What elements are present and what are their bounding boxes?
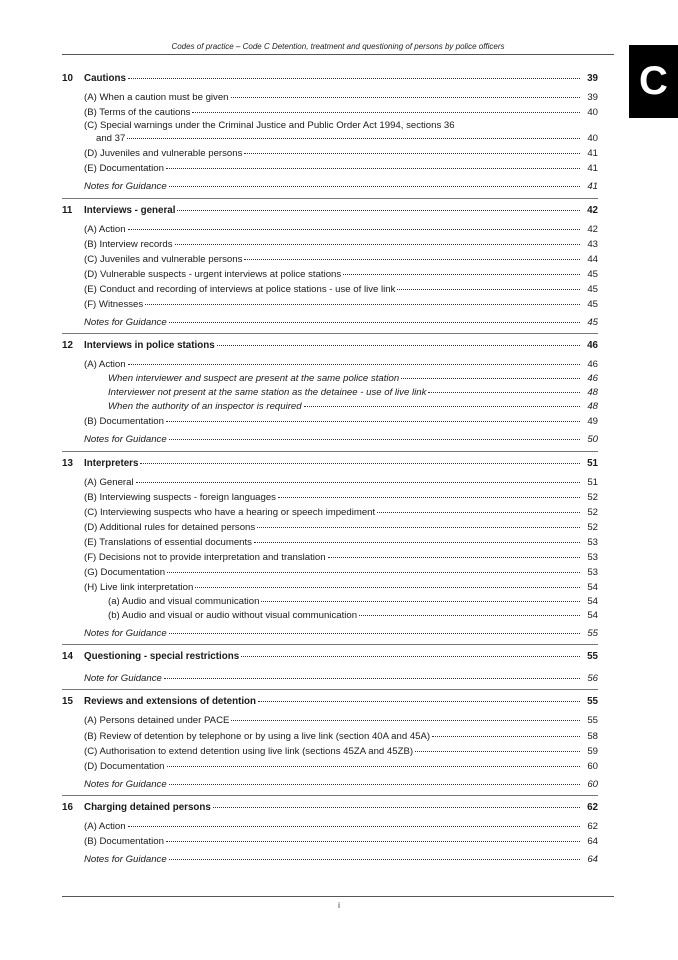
table-of-contents xyxy=(62,71,598,867)
toc-entry-label: (F) Witnesses xyxy=(84,299,144,311)
toc-entry-page: 45 xyxy=(587,283,598,295)
toc-entry-wrapped[interactable] xyxy=(62,120,598,146)
toc-section-11[interactable] xyxy=(62,203,598,219)
toc-entry[interactable] xyxy=(62,161,598,176)
toc-entry-label: (H) Live link interpretation xyxy=(84,582,194,594)
toc-entry-cont-label: and 37 xyxy=(96,133,126,145)
toc-entry-page: 41 xyxy=(587,148,598,160)
toc-entry-label: (E) Conduct and recording of interviews at police stations - use of live link xyxy=(84,283,396,295)
toc-entry-page: 60 xyxy=(587,760,598,772)
toc-entry-page: 45 xyxy=(587,268,598,280)
toc-entry[interactable] xyxy=(62,729,598,744)
toc-entry-label: (B) Interview records xyxy=(84,238,173,250)
section-tab-c xyxy=(629,45,678,118)
toc-entry-page: 49 xyxy=(587,416,598,428)
toc-entry-page: 52 xyxy=(587,506,598,518)
running-header xyxy=(62,42,614,55)
toc-entry-label: (E) Documentation xyxy=(84,163,164,175)
leader-dots xyxy=(164,678,580,679)
section-divider xyxy=(62,198,598,199)
toc-entry-page: 64 xyxy=(587,836,598,847)
leader-dots xyxy=(231,720,580,721)
toc-section-10[interactable] xyxy=(62,71,598,87)
leader-dots xyxy=(195,587,580,588)
toc-entry-page: 51 xyxy=(587,476,598,488)
notes-for-guidance-page: 55 xyxy=(587,628,598,640)
section-divider xyxy=(62,333,598,334)
toc-entry-page: 54 xyxy=(587,610,598,622)
leader-dots xyxy=(128,826,580,827)
leader-dots xyxy=(217,345,580,346)
section-title: Interviews - general xyxy=(84,204,176,216)
leader-dots xyxy=(136,482,580,483)
toc-entry-label: (B) Interviewing suspects - foreign languages xyxy=(84,491,276,503)
section-divider xyxy=(62,451,598,452)
toc-entry-label: (B) Documentation xyxy=(84,416,164,428)
section-number: 13 xyxy=(62,457,73,469)
notes-for-guidance[interactable] xyxy=(62,315,598,330)
section-page: 55 xyxy=(587,696,598,708)
section-page: 62 xyxy=(587,801,598,813)
leader-dots xyxy=(328,557,580,558)
leader-dots xyxy=(166,841,580,842)
leader-dots xyxy=(304,406,580,407)
toc-entry-page: 48 xyxy=(587,401,598,413)
notes-for-guidance-page: 60 xyxy=(587,778,598,790)
leader-dots xyxy=(166,421,580,422)
leader-dots xyxy=(145,304,580,305)
toc-entry-page: 40 xyxy=(587,107,598,119)
toc-entry-label: When the authority of an inspector is required xyxy=(108,401,302,413)
toc-entry-label: (E) Translations of essential documents xyxy=(84,536,252,548)
leader-dots xyxy=(169,439,580,440)
toc-entry[interactable] xyxy=(62,400,598,414)
toc-entry[interactable] xyxy=(62,565,598,580)
notes-for-guidance-label: Notes for Guidance xyxy=(84,317,167,329)
toc-entry-page: 40 xyxy=(587,133,598,145)
leader-dots xyxy=(169,186,580,187)
section-page: 42 xyxy=(587,204,598,216)
leader-dots xyxy=(231,97,580,98)
toc-entry[interactable] xyxy=(62,282,598,297)
toc-entry-label: (B) Review of detention by telephone or by using a live link (section 40A and 45A) xyxy=(84,730,431,742)
notes-for-guidance-label: Note for Guidance xyxy=(84,673,162,685)
toc-entry[interactable] xyxy=(62,475,598,490)
toc-entry[interactable] xyxy=(62,550,598,565)
toc-entry-page: 52 xyxy=(587,491,598,503)
toc-entry-label: (F) Decisions not to provide interpretation and translation xyxy=(84,551,326,563)
toc-entry[interactable] xyxy=(62,105,598,120)
toc-entry-label: When interviewer and suspect are present at the same police station xyxy=(108,373,400,385)
toc-entry-page: 42 xyxy=(587,223,598,235)
section-divider xyxy=(62,795,598,796)
toc-entry-page: 46 xyxy=(587,359,598,371)
page-number: i xyxy=(338,901,340,910)
leader-dots xyxy=(169,784,580,785)
section-divider xyxy=(62,689,598,690)
section-number: 15 xyxy=(62,696,73,708)
toc-entry-label: (B) Terms of the cautions xyxy=(84,107,191,119)
toc-section-14[interactable] xyxy=(62,649,598,665)
notes-for-guidance[interactable] xyxy=(62,432,598,447)
leader-dots xyxy=(397,289,580,290)
section-number: 12 xyxy=(62,340,73,352)
toc-entry-label: (B) Documentation xyxy=(84,836,164,847)
toc-entry-page: 41 xyxy=(587,163,598,175)
leader-dots xyxy=(244,259,580,260)
toc-entry[interactable] xyxy=(62,759,598,774)
toc-entry-page: 53 xyxy=(587,536,598,548)
leader-dots xyxy=(166,168,580,169)
section-number: 14 xyxy=(62,651,73,663)
toc-entry[interactable] xyxy=(62,90,598,105)
leader-dots xyxy=(401,378,580,379)
toc-entry-page: 54 xyxy=(587,596,598,608)
leader-dots xyxy=(177,210,580,211)
toc-entry-label: (D) Juveniles and vulnerable persons xyxy=(84,148,243,160)
toc-entry[interactable] xyxy=(62,819,598,834)
leader-dots xyxy=(192,112,580,113)
toc-entry[interactable] xyxy=(62,490,598,505)
leader-dots xyxy=(415,751,580,752)
toc-section-13[interactable] xyxy=(62,456,598,472)
toc-entry-label: Interviewer not present at the same station as the detainee - use of live link xyxy=(108,387,427,399)
toc-entry-label: (A) When a caution must be given xyxy=(84,92,229,103)
leader-dots xyxy=(167,572,580,573)
toc-entry-page: 54 xyxy=(587,582,598,594)
toc-entry[interactable] xyxy=(62,372,598,386)
leader-dots xyxy=(169,322,580,323)
toc-entry[interactable] xyxy=(62,252,598,267)
toc-entry-label: (b) Audio and visual or audio without visual communication xyxy=(108,610,358,622)
leader-dots xyxy=(169,633,580,634)
toc-entry-page: 48 xyxy=(587,387,598,399)
toc-entry-page: 53 xyxy=(587,551,598,563)
toc-entry-label: (C) Special warnings under the Criminal Justice and Public Order Act 1994, sections 36 xyxy=(84,120,455,132)
notes-for-guidance[interactable] xyxy=(62,626,598,641)
toc-entry-page: 62 xyxy=(587,820,598,832)
section-title: Interviews in police stations xyxy=(84,340,215,352)
leader-dots xyxy=(140,463,580,464)
running-title: Codes of practice – Code C Detention, treatment and questioning of persons by police officers xyxy=(171,42,505,51)
toc-entry[interactable] xyxy=(62,386,598,400)
leader-dots xyxy=(128,78,580,79)
toc-entry-page: 58 xyxy=(587,730,598,742)
leader-dots xyxy=(343,274,580,275)
section-number: 16 xyxy=(62,801,73,813)
toc-entry-label: (G) Documentation xyxy=(84,567,166,579)
toc-section-15[interactable] xyxy=(62,694,598,710)
section-page: 46 xyxy=(587,340,598,352)
toc-entry-page: 52 xyxy=(587,521,598,533)
leader-dots xyxy=(432,736,580,737)
section-title: Reviews and extensions of detention xyxy=(84,696,257,708)
notes-for-guidance-label: Notes for Guidance xyxy=(84,854,167,866)
toc-entry-page: 59 xyxy=(587,745,598,757)
toc-entry-label: (A) Action xyxy=(84,223,126,235)
notes-for-guidance[interactable] xyxy=(62,852,598,867)
toc-entry-label: (a) Audio and visual communication xyxy=(108,596,260,608)
section-page: 39 xyxy=(587,73,598,84)
section-title: Charging detained persons xyxy=(84,801,211,813)
leader-dots xyxy=(428,392,580,393)
toc-entry[interactable] xyxy=(62,713,598,728)
tab-letter: C xyxy=(639,59,668,103)
section-number: 11 xyxy=(62,204,73,216)
footer-divider xyxy=(62,896,614,897)
leader-dots xyxy=(257,527,580,528)
section-page: 55 xyxy=(587,651,598,663)
leader-dots xyxy=(128,229,580,230)
notes-for-guidance-page: 64 xyxy=(587,854,598,866)
toc-entry[interactable] xyxy=(62,267,598,282)
toc-entry[interactable] xyxy=(62,520,598,535)
toc-entry[interactable] xyxy=(62,222,598,237)
leader-dots xyxy=(278,497,580,498)
toc-entry[interactable] xyxy=(62,297,598,312)
notes-for-guidance-page: 50 xyxy=(587,434,598,446)
leader-dots xyxy=(213,807,580,808)
toc-entry[interactable] xyxy=(62,595,598,609)
toc-entry[interactable] xyxy=(62,357,598,372)
toc-entry-page: 46 xyxy=(587,373,598,385)
toc-entry-label: (D) Additional rules for detained persons xyxy=(84,521,256,533)
leader-dots xyxy=(261,601,580,602)
toc-entry-label: (C) Interviewing suspects who have a hearing or speech impediment xyxy=(84,506,376,518)
toc-entry[interactable] xyxy=(62,744,598,759)
toc-entry-page: 45 xyxy=(587,299,598,311)
section-divider xyxy=(62,644,598,645)
leader-dots xyxy=(167,766,580,767)
section-number: 10 xyxy=(62,73,73,84)
toc-entry-page: 53 xyxy=(587,567,598,579)
leader-dots xyxy=(377,512,580,513)
toc-entry[interactable] xyxy=(62,237,598,252)
section-title: Interpreters xyxy=(84,457,139,469)
leader-dots xyxy=(241,656,580,657)
toc-entry-page: 55 xyxy=(587,715,598,727)
toc-entry[interactable] xyxy=(62,580,598,595)
toc-entry-label: (A) Action xyxy=(84,820,126,832)
toc-entry[interactable] xyxy=(62,834,598,849)
notes-for-guidance-page: 41 xyxy=(587,181,598,193)
toc-entry-continued xyxy=(84,131,598,146)
leader-dots xyxy=(244,153,580,154)
leader-dots xyxy=(127,138,580,139)
toc-section-16[interactable] xyxy=(62,800,598,816)
section-title: Cautions xyxy=(84,73,126,84)
toc-entry[interactable] xyxy=(62,505,598,520)
toc-entry-label: (A) General xyxy=(84,476,134,488)
toc-entry-label: (A) Action xyxy=(84,359,126,371)
section-title: Questioning - special restrictions xyxy=(84,651,240,663)
leader-dots xyxy=(359,615,580,616)
leader-dots xyxy=(254,542,580,543)
toc-entry-page: 43 xyxy=(587,238,598,250)
notes-for-guidance-label: Notes for Guidance xyxy=(84,181,167,193)
notes-for-guidance-label: Notes for Guidance xyxy=(84,628,167,640)
toc-section-12[interactable] xyxy=(62,338,598,354)
toc-entry-label: (C) Juveniles and vulnerable persons xyxy=(84,253,243,265)
leader-dots xyxy=(175,244,581,245)
toc-entry[interactable] xyxy=(62,609,598,623)
toc-entry[interactable] xyxy=(62,535,598,550)
toc-entry-label: (D) Documentation xyxy=(84,760,165,772)
toc-entry-page: 44 xyxy=(587,253,598,265)
toc-entry-label: (C) Authorisation to extend detention using live link (sections 45ZA and 45ZB) xyxy=(84,745,414,757)
toc-entry-label: (A) Persons detained under PACE xyxy=(84,715,230,727)
notes-for-guidance[interactable] xyxy=(62,179,598,194)
leader-dots xyxy=(128,364,580,365)
notes-for-guidance-label: Notes for Guidance xyxy=(84,778,167,790)
toc-entry-label: (D) Vulnerable suspects - urgent interviews at police stations xyxy=(84,268,342,280)
notes-for-guidance-page: 45 xyxy=(587,317,598,329)
section-page: 51 xyxy=(587,457,598,469)
notes-for-guidance[interactable] xyxy=(62,777,598,792)
notes-for-guidance[interactable] xyxy=(62,671,598,686)
notes-for-guidance-page: 56 xyxy=(587,673,598,685)
toc-entry-page: 39 xyxy=(587,92,598,103)
toc-entry[interactable] xyxy=(62,414,598,429)
toc-entry[interactable] xyxy=(62,146,598,161)
leader-dots xyxy=(169,859,580,860)
notes-for-guidance-label: Notes for Guidance xyxy=(84,434,167,446)
leader-dots xyxy=(258,701,580,702)
